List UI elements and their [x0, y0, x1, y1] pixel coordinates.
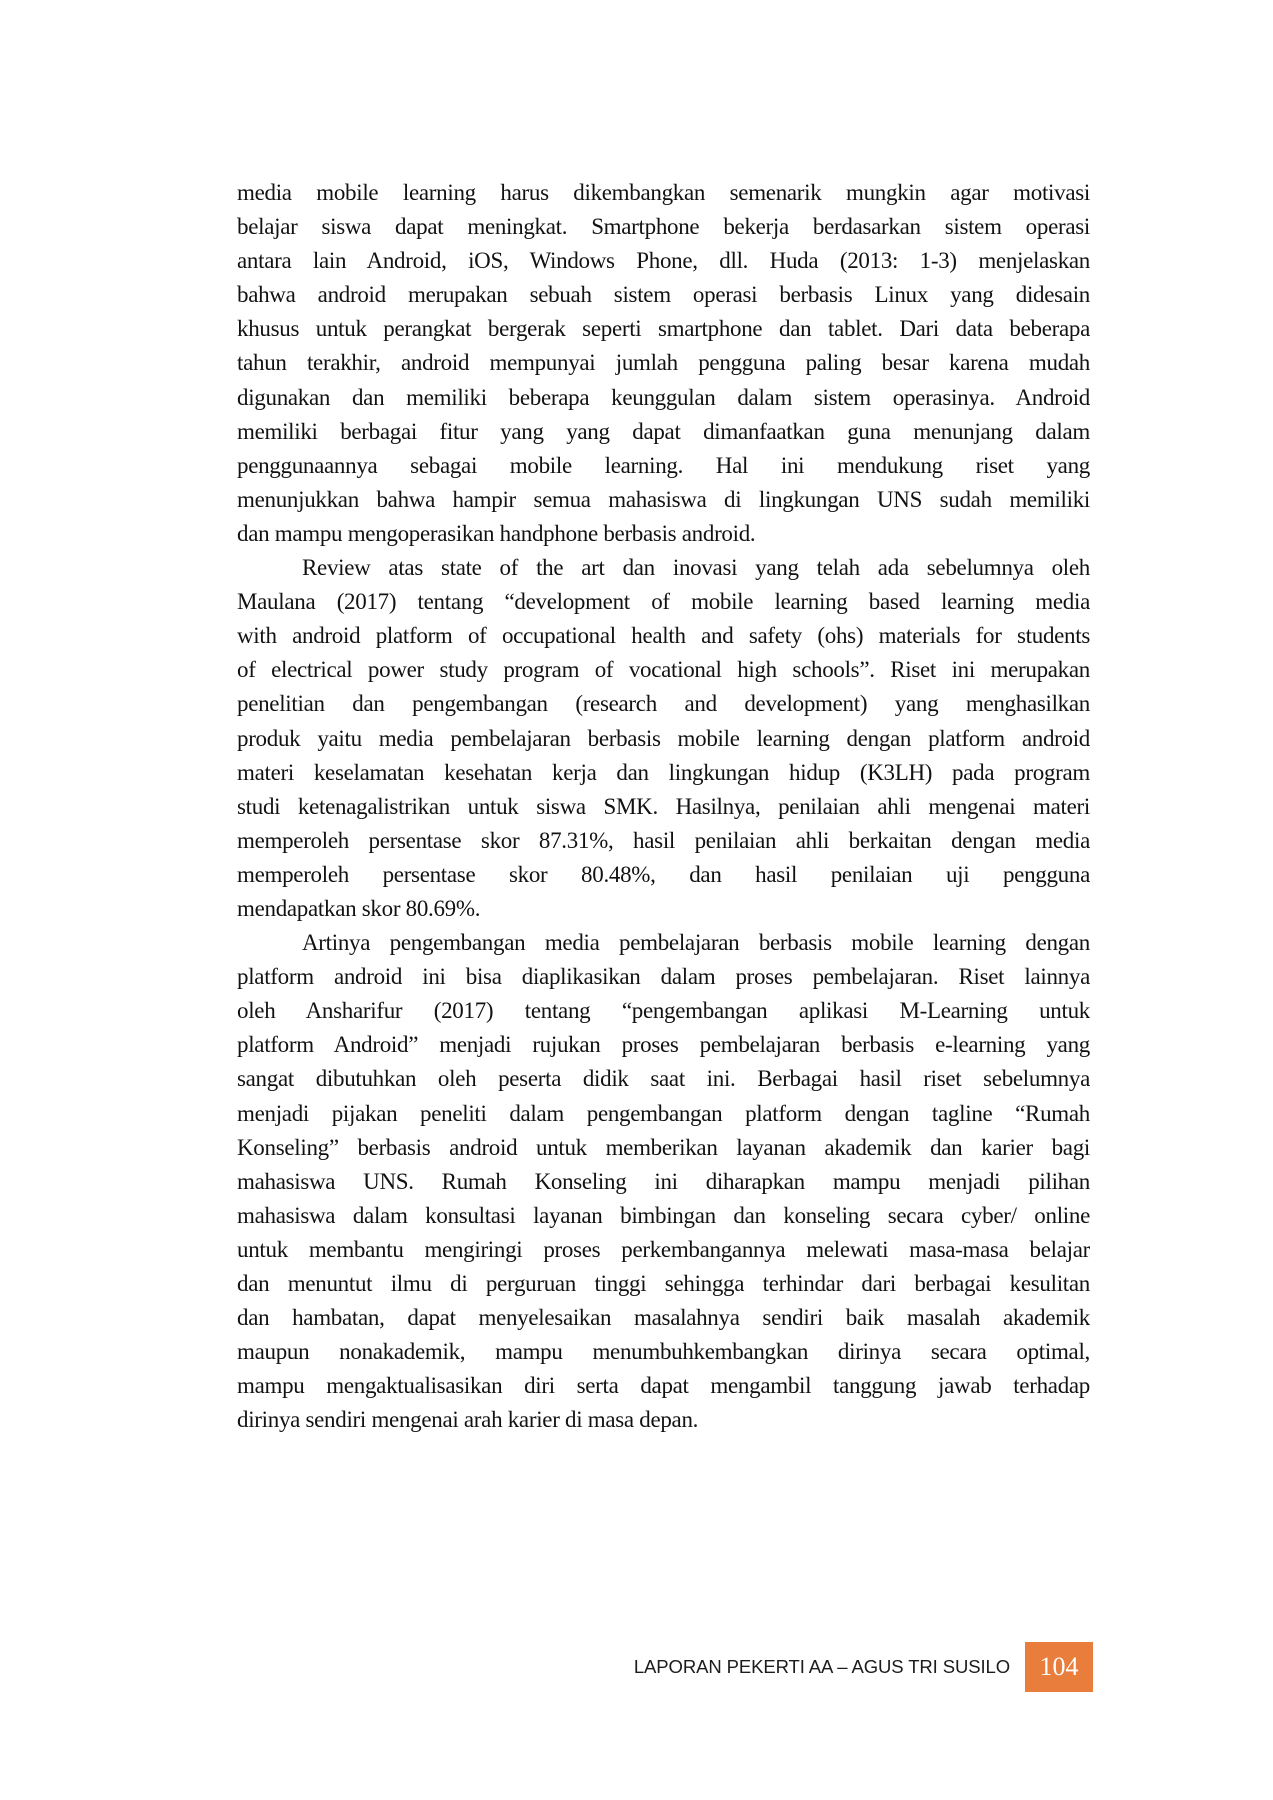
- text-line: untuk membantu mengiringi proses perkembangannya melewati masa-masa belajar: [237, 1236, 1090, 1262]
- text-line: menunjukkan bahwa hampir semua mahasiswa di lingkungan UNS sudah memiliki: [237, 486, 1090, 512]
- text-line: dan menuntut ilmu di perguruan tinggi sehingga terhindar dari berbagai kesulitan: [237, 1271, 1090, 1296]
- text-line: antara lain Android, iOS, Windows Phone, dll. Huda (2013: 1-3) menjelaskan: [237, 248, 1090, 274]
- text-line: maupun nonakademik, mampu menumbuhkembangkan dirinya secara optimal,: [237, 1339, 1090, 1365]
- text-line: mahasiswa UNS. Rumah Konseling ini diharapkan mampu menjadi pilihan: [237, 1168, 1090, 1194]
- footer-running-title: LAPORAN PEKERTI AA – AGUS TRI SUSILO: [633, 1656, 1010, 1677]
- text-line: dan hambatan, dapat menyelesaikan masalahnya sendiri baik masalah akademik: [237, 1305, 1090, 1331]
- text-line: oleh Ansharifur (2017) tentang “pengembangan aplikasi M-Learning untuk: [237, 998, 1090, 1024]
- text-line: materi keselamatan kesehatan kerja dan lingkungan hidup (K3LH) pada program: [237, 759, 1090, 785]
- text-line: produk yaitu media pembelajaran berbasis mobile learning dengan platform android: [237, 725, 1090, 751]
- text-line: media mobile learning harus dikembangkan semenarik mungkin agar motivasi: [237, 180, 1090, 205]
- text-line: Maulana (2017) tentang “development of mobile learning based learning media: [237, 589, 1090, 615]
- text-line: with android platform of occupational health and safety (ohs) materials for students: [237, 623, 1090, 649]
- text-line: dan mampu mengoperasikan handphone berbasis android.: [237, 520, 756, 546]
- text-line: Konseling” berbasis android untuk memberikan layanan akademik dan karier bagi: [237, 1134, 1090, 1160]
- text-line: mahasiswa dalam konsultasi layanan bimbingan dan konseling secara cyber/ online: [237, 1202, 1090, 1228]
- text-line: dirinya sendiri mengenai arah karier di masa depan.: [237, 1407, 699, 1433]
- text-line: mendapatkan skor 80.69%.: [237, 895, 481, 921]
- text-line: Review atas state of the art dan inovasi yang telah ada sebelumnya oleh: [302, 555, 1090, 581]
- page-number-badge: [1025, 1642, 1093, 1692]
- text-line: platform Android” menjadi rujukan proses pembelajaran berbasis e-learning yang: [237, 1032, 1090, 1058]
- text-line: of electrical power study program of vocational high schools”. Riset ini merupakan: [237, 657, 1090, 683]
- text-line: studi ketenagalistrikan untuk siswa SMK. Hasilnya, penilaian ahli mengenai materi: [237, 793, 1090, 819]
- text-line: memiliki berbagai fitur yang yang dapat dimanfaatkan guna menunjang dalam: [237, 418, 1090, 444]
- text-line: mampu mengaktualisasikan diri serta dapat mengambil tanggung jawab terhadap: [237, 1373, 1090, 1399]
- text-line: digunakan dan memiliki beberapa keunggulan dalam sistem operasinya. Android: [237, 384, 1090, 410]
- document-text: [237, 176, 1090, 1437]
- text-line: penelitian dan pengembangan (research and development) yang menghasilkan: [237, 691, 1090, 717]
- text-line: tahun terakhir, android mempunyai jumlah pengguna paling besar karena mudah: [237, 350, 1090, 376]
- text-line: platform android ini bisa diaplikasikan dalam proses pembelajaran. Riset lainnya: [237, 964, 1090, 990]
- text-line: menjadi pijakan peneliti dalam pengembangan platform dengan tagline “Rumah: [237, 1100, 1090, 1126]
- text-line: sangat dibutuhkan oleh peserta didik saat ini. Berbagai hasil riset sebelumnya: [237, 1066, 1090, 1092]
- text-line: penggunaannya sebagai mobile learning. Hal ini mendukung riset yang: [237, 452, 1090, 478]
- text-line: Artinya pengembangan media pembelajaran berbasis mobile learning dengan: [302, 930, 1090, 956]
- text-line: bahwa android merupakan sebuah sistem operasi berbasis Linux yang didesain: [237, 282, 1090, 308]
- text-line: belajar siswa dapat meningkat. Smartphone bekerja berdasarkan sistem operasi: [237, 214, 1090, 240]
- text-line: khusus untuk perangkat bergerak seperti smartphone dan tablet. Dari data beberapa: [237, 316, 1090, 342]
- page-footer: [634, 1642, 1093, 1692]
- text-line: memperoleh persentase skor 87.31%, hasil penilaian ahli berkaitan dengan media: [237, 827, 1090, 853]
- page-number: 104: [1039, 1652, 1079, 1681]
- text-line: memperoleh persentase skor 80.48%, dan hasil penilaian uji pengguna: [237, 861, 1090, 887]
